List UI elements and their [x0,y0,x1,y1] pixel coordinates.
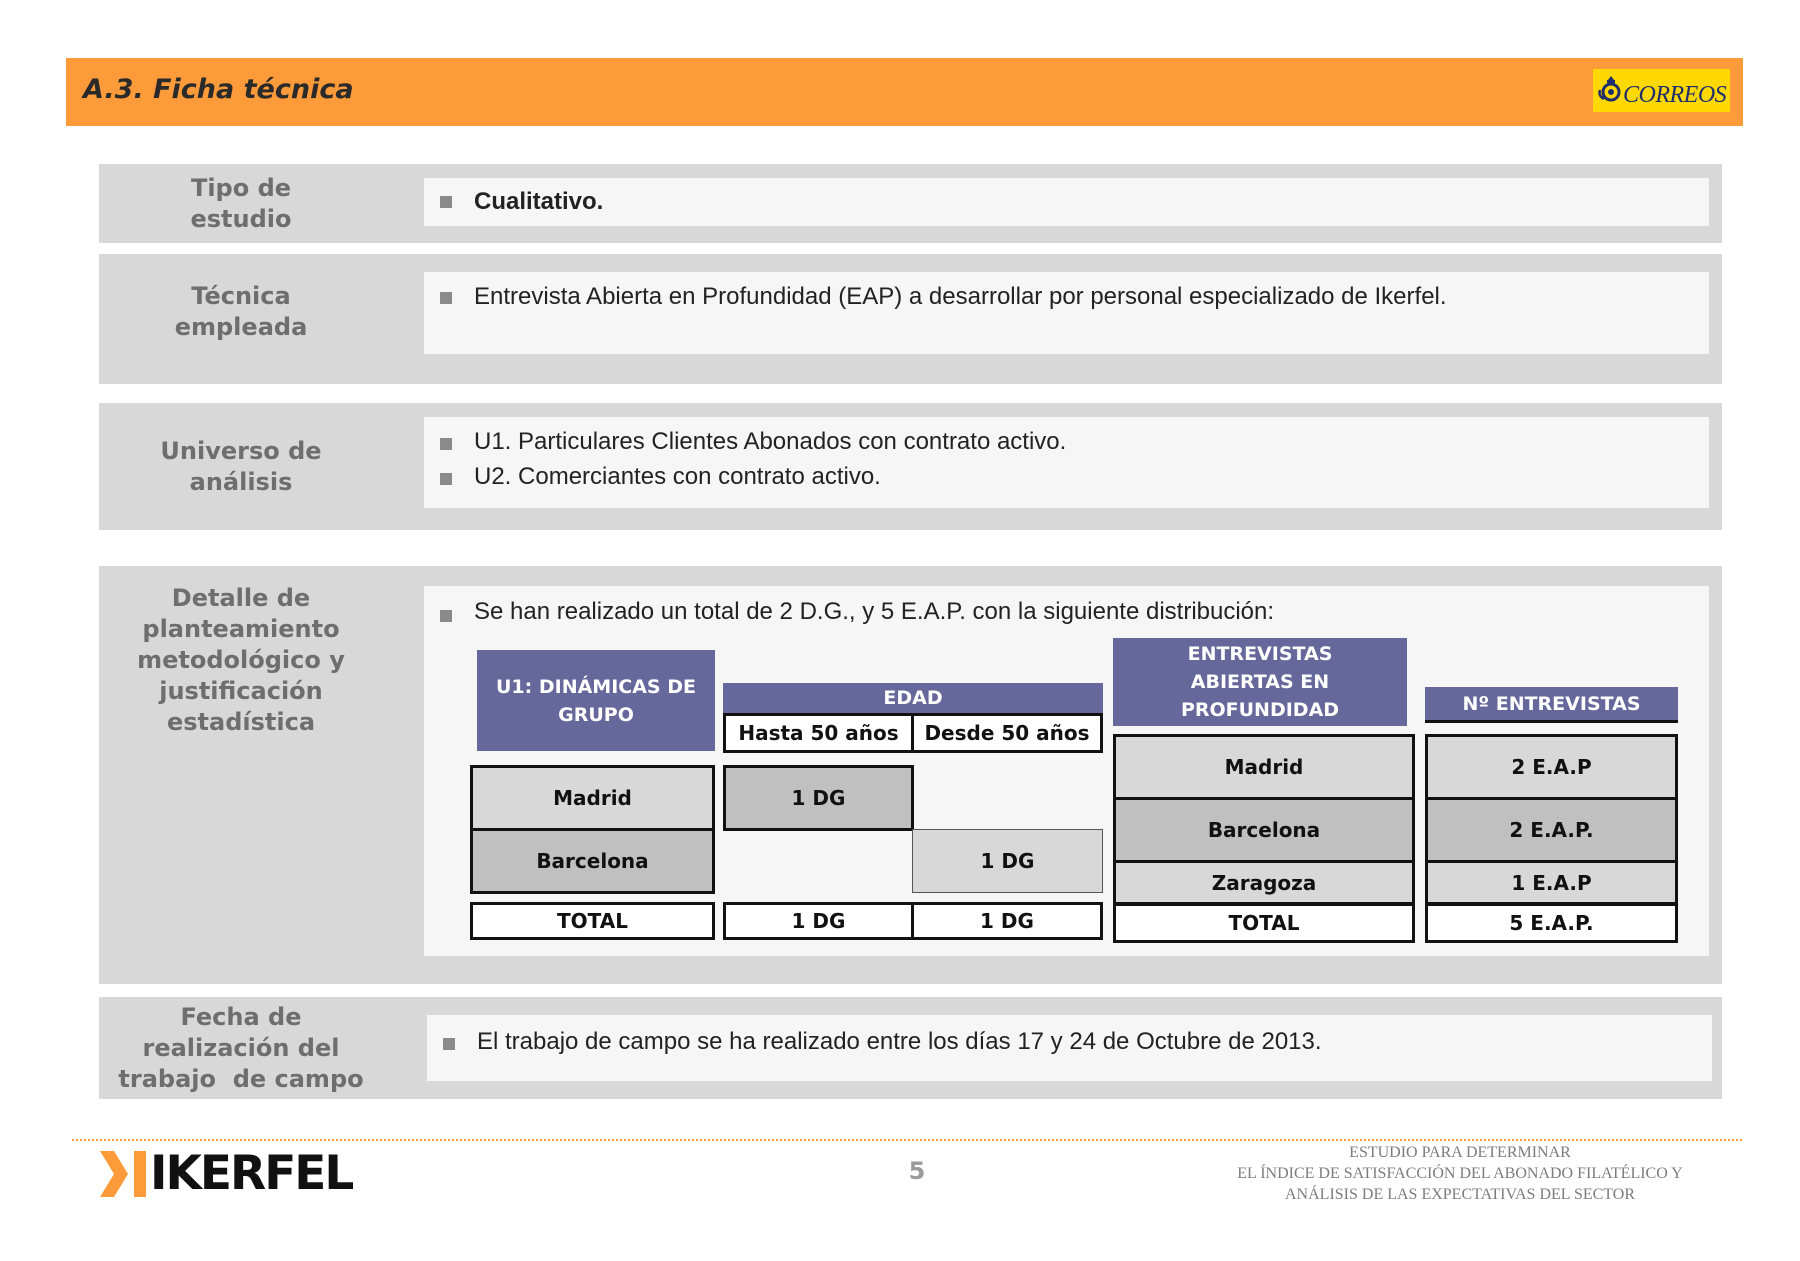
label-line: Detalle de [171,583,311,612]
study-title [1180,1142,1740,1205]
dg-title-line: GRUPO [558,703,634,726]
eap-count-zaragoza: 1 E.A.P [1425,860,1678,905]
label-line: metodológico y [137,645,345,674]
row-label [99,254,383,370]
row-tipo-estudio [99,164,1722,243]
page-title: A.3. Ficha técnica [83,74,354,105]
page-number: 5 [908,1157,926,1185]
label-line: Fecha de [180,1002,302,1031]
row-label [99,164,383,243]
ikerfel-chevron-icon [100,1151,134,1197]
header-bar [66,58,1743,126]
row-universo-analisis [99,403,1722,530]
eap-count-madrid: 2 E.A.P [1425,734,1678,800]
correos-logo-text: CORREOS [1623,82,1727,108]
n-entrevistas-header: Nº ENTREVISTAS [1425,687,1678,723]
label-line: trabajo de campo [118,1064,364,1093]
correos-logo [1593,69,1730,112]
dg-title-line: U1: DINÁMICAS DE [496,675,696,698]
content-box [424,586,1709,956]
label-line: realización del [142,1033,340,1062]
bullet-text: Entrevista Abierta en Profundidad (EAP) a desarrollar por personal especializado de Ikerfel. [474,283,1447,310]
content-box [424,178,1709,226]
row-tecnica-empleada [99,254,1722,384]
dg-barcelona-desde: 1 DG [912,829,1103,893]
eap-title-line: ABIERTAS EN [1190,671,1330,693]
label-line: estadística [166,707,316,736]
dg-total-hasta: 1 DG [723,902,914,940]
footer-divider [72,1139,1742,1141]
bullet-icon [440,473,452,485]
content-box [424,272,1709,354]
content-box [427,1015,1712,1081]
ikerfel-bar-icon [134,1151,146,1197]
eap-title-line: ENTREVISTAS [1187,643,1333,665]
bullet-text: El trabajo de campo se ha realizado entre los días 17 y 24 de Octubre de 2013. [477,1028,1322,1055]
label-line: Técnica [191,282,291,310]
eap-title-line: PROFUNDIDAD [1180,699,1340,721]
bullet-text: U2. Comerciantes con contrato activo. [474,463,881,490]
eap-total-count: 5 E.A.P. [1425,903,1678,943]
label-line: Universo de [160,436,322,465]
row-label [99,580,383,740]
eap-total-label: TOTAL [1113,903,1415,943]
study-line: EL ÍNDICE DE SATISFACCIÓN DEL ABONADO FILATÉLICO Y [1237,1165,1683,1182]
eap-count-barcelona: 2 E.A.P. [1425,797,1678,863]
ikerfel-wordmark: IKERFEL [150,1146,353,1201]
edad-header: EDAD [723,683,1103,716]
bullet-icon [443,1038,455,1050]
study-line: ESTUDIO PARA DETERMINAR [1349,1144,1571,1161]
label-line: Tipo de [190,173,292,202]
col-desde-50: Desde 50 años [911,716,1103,753]
row-label [99,403,383,530]
bullet-icon [440,610,452,622]
dg-table-title [477,650,715,751]
dg-madrid-hasta: 1 DG [723,765,914,831]
label-line: justificación [159,676,323,705]
label-line: estudio [190,204,292,233]
col-hasta-50: Hasta 50 años [723,716,914,753]
label-line: análisis [189,467,293,496]
dg-city-madrid: Madrid [470,765,715,831]
dg-city-barcelona: Barcelona [470,828,715,894]
eap-city-madrid: Madrid [1113,734,1415,800]
bullet-text: Se han realizado un total de 2 D.G., y 5 E.A.P. con la siguiente distribución: [474,598,1275,625]
bullet-text: U1. Particulares Clientes Abonados con contrato activo. [474,428,1067,455]
row-detalle-planteamiento [99,566,1722,984]
bullet-text: Cualitativo. [474,188,604,215]
ikerfel-logo [100,1146,352,1201]
dg-total-label: TOTAL [470,902,715,940]
eap-city-zaragoza: Zaragoza [1113,860,1415,905]
bullet-icon [440,438,452,450]
label-line: empleada [174,313,308,341]
label-line: planteamiento [142,614,340,643]
study-line: ANÁLISIS DE LAS EXPECTATIVAS DEL SECTOR [1285,1186,1635,1203]
eap-city-barcelona: Barcelona [1113,797,1415,863]
row-fecha-realizacion [99,997,1722,1099]
row-label [99,997,383,1099]
dg-total-desde: 1 DG [911,902,1103,940]
bullet-icon [440,196,452,208]
eap-table-title [1113,638,1407,726]
bullet-icon [440,292,452,304]
post-horn-icon [1597,74,1625,104]
content-box [424,417,1709,508]
